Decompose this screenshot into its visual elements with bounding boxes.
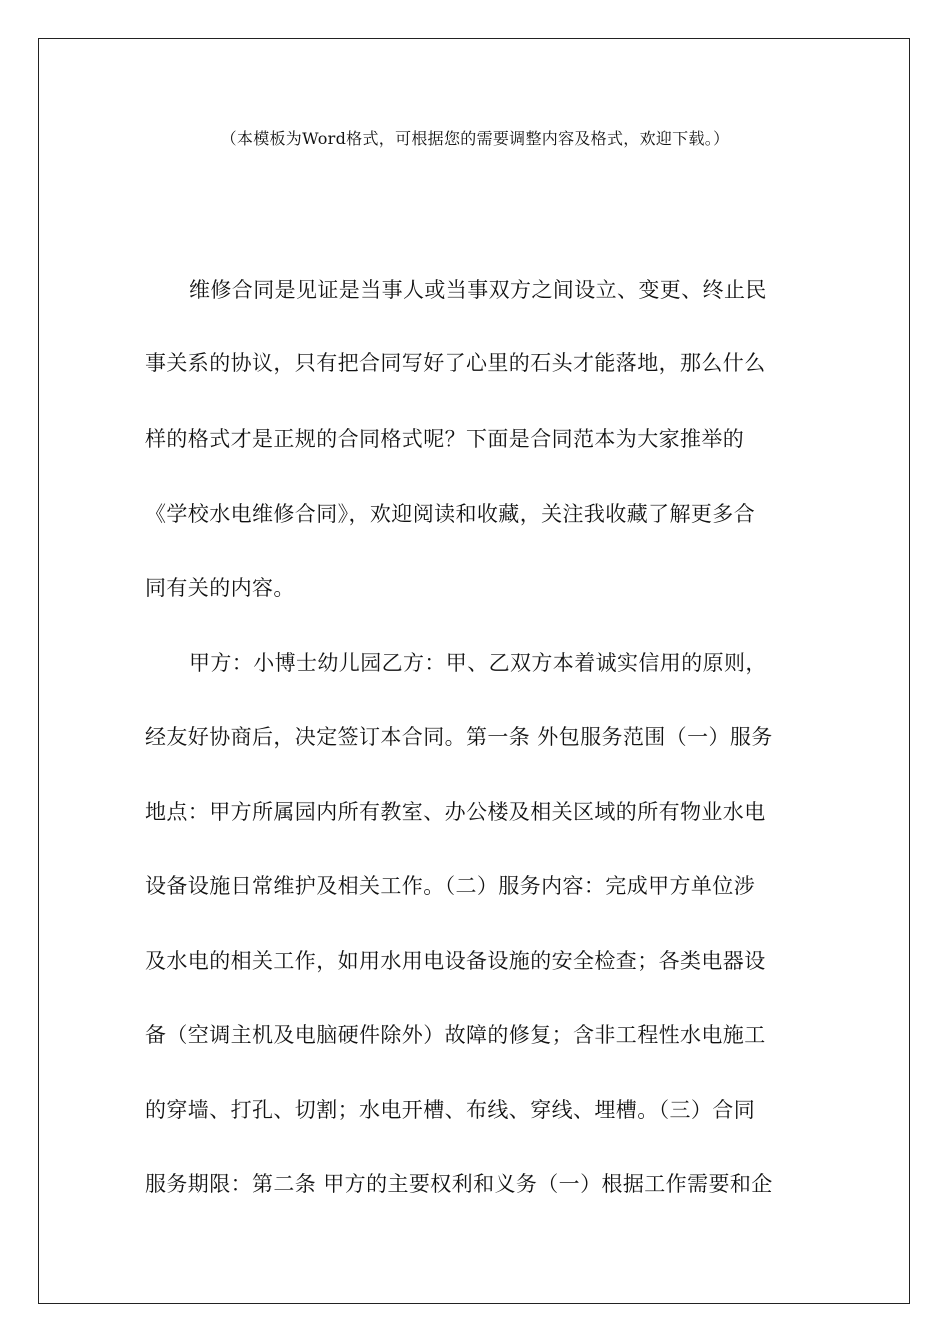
template-note: （本模板为Word格式，可根据您的需要调整内容及格式，欢迎下载。） xyxy=(220,129,730,148)
paragraph-2-line-2: 经友好协商后，决定签订本合同。第一条 外包服务范围（一）服务 xyxy=(145,725,773,749)
paragraph-2-line-4: 设备设施日常维护及相关工作。（二）服务内容：完成甲方单位涉 xyxy=(145,874,756,898)
paragraph-1-line-5: 同有关的内容。 xyxy=(145,576,295,600)
paragraph-1-line-1: 维修合同是见证是当事人或当事双方之间设立、变更、终止民 xyxy=(189,278,767,302)
paragraph-2-line-7: 的穿墙、打孔、切割；水电开槽、布线、穿线、埋槽。（三）合同 xyxy=(145,1098,756,1122)
paragraph-2-line-3: 地点：甲方所属园内所有教室、办公楼及相关区域的所有物业水电 xyxy=(145,800,766,824)
paragraph-1-line-2: 事关系的协议，只有把合同写好了心里的石头才能落地，那么什么 xyxy=(145,351,766,375)
paragraph-2-line-6: 备（空调主机及电脑硬件除外）故障的修复；含非工程性水电施工 xyxy=(145,1023,766,1047)
paragraph-1-line-3: 样的格式才是正规的合同格式呢？下面是合同范本为大家推举的 xyxy=(145,427,745,451)
paragraph-2-line-5: 及水电的相关工作，如用水用电设备设施的安全检查；各类电器设 xyxy=(145,949,766,973)
paragraph-2-line-1: 甲方：小博士幼儿园乙方：甲、乙双方本着诚实信用的原则， xyxy=(189,651,767,675)
paragraph-1-line-4: 《学校水电维修合同》，欢迎阅读和收藏，关注我收藏了解更多合 xyxy=(145,502,756,526)
paragraph-2-line-8: 服务期限：第二条 甲方的主要权利和义务（一）根据工作需要和企 xyxy=(145,1172,773,1196)
